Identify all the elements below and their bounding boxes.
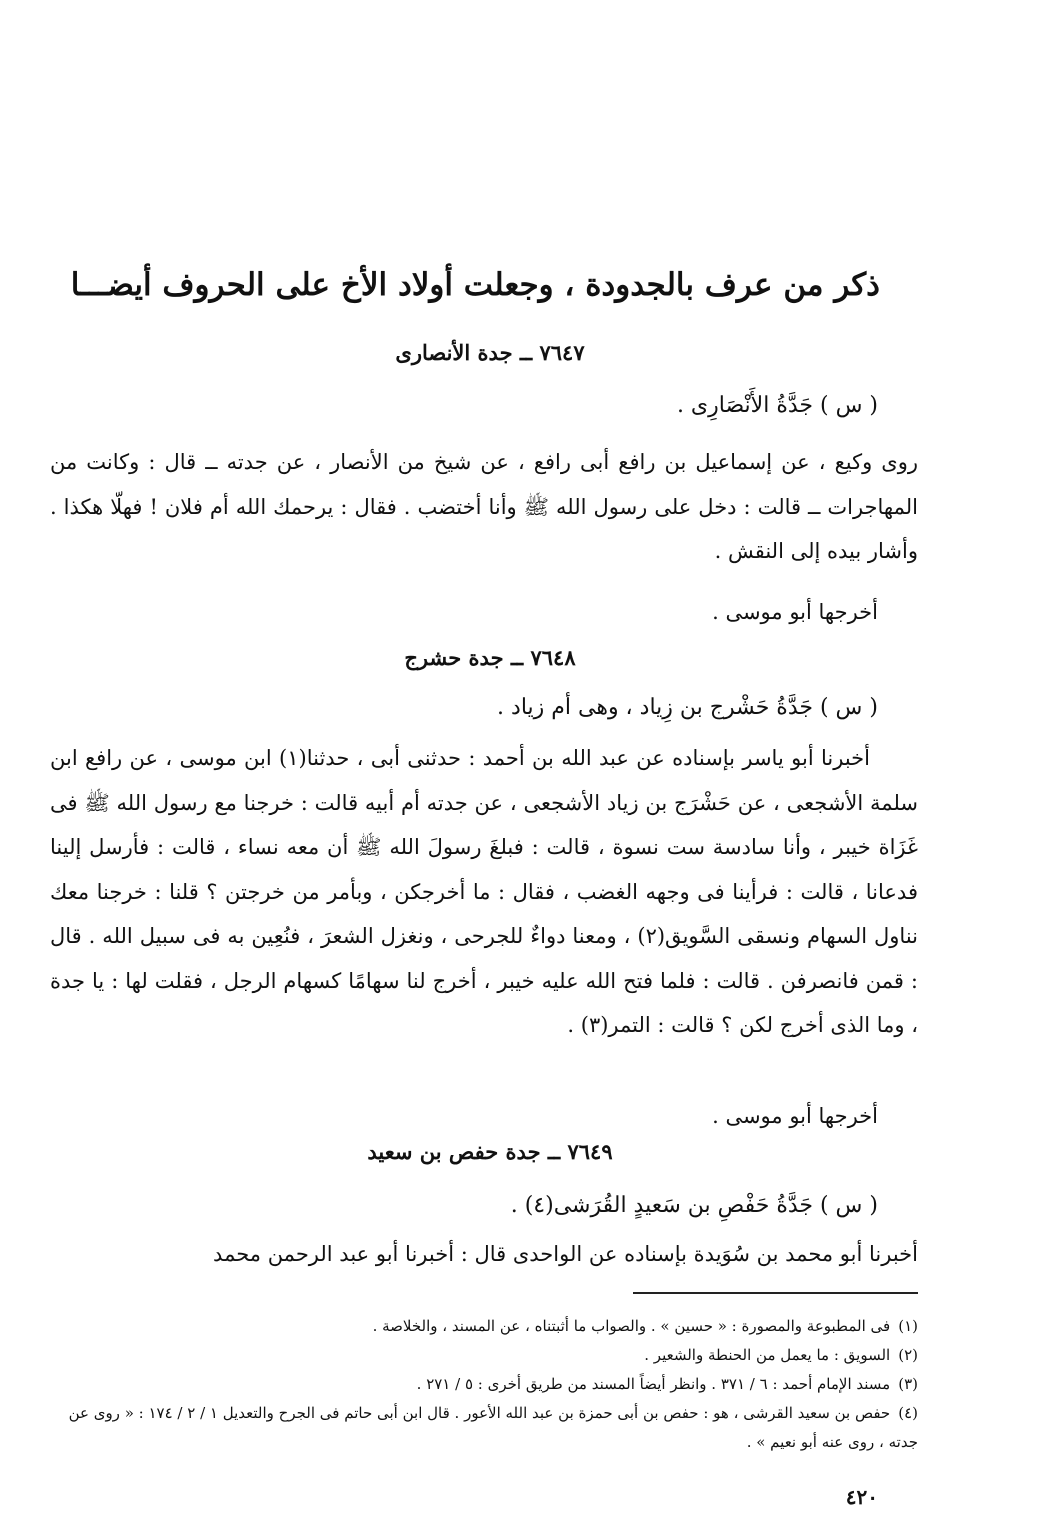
entry-tag: ( س ) جَدَّةُ حَشْرج بن زِياد ، وهى أم زياد . xyxy=(497,695,878,720)
footnote-separator xyxy=(633,1292,918,1294)
footnote-number: (١) xyxy=(898,1317,918,1335)
entry-body: روى وكيع ، عن إسماعيل بن رافع أبى رافع ، عن شيخ من الأنصار ، عن جدته ــ قال : وكانت من المهاجرات ــ قالت : دخل على رسول الله ﷺ وأنا أختضب . فقال : يرحمك الله أم فلان ! فهلّا هكذا . وأشار بيده إلى النقش . xyxy=(50,450,918,563)
page-number: ٤٢٠ xyxy=(845,1485,878,1509)
footnote-number: (٤) xyxy=(898,1404,918,1422)
footnote xyxy=(45,1370,918,1399)
entry-closing: أخرجها أبو موسى . xyxy=(712,600,878,624)
footnote-number: (٢) xyxy=(898,1346,918,1364)
footnote-text: فى المطبوعة والمصورة : « حسين » . والصواب ما أثبتناه ، عن المسند ، والخلاصة . xyxy=(372,1317,891,1335)
footnote-number: (٣) xyxy=(898,1375,918,1393)
entry-heading: ٧٦٤٨ ــ جدة حشرج xyxy=(404,645,576,670)
entry-closing: أخرجها أبو موسى . xyxy=(712,1104,878,1128)
entry-heading: ٧٦٤٩ ــ جدة حفص بن سعيد xyxy=(367,1139,613,1164)
footnote-text: مسند الإمام أحمد : ٦ / ٣٧١ . وانظر أيضاً المسند من طريق أخرى : ٥ / ٢٧١ . xyxy=(416,1375,891,1393)
entry-tag: ( س ) جَدَّةُ حَفْصِ بن سَعيدٍ القُرَشى(٤) . xyxy=(510,1193,878,1218)
entry-heading: ٧٦٤٧ ــ جدة الأنصارى xyxy=(395,340,585,365)
footnote xyxy=(45,1399,918,1457)
chapter-title: ذكر من عرف بالجدودة ، وجعلت أولاد الأخ على الحروف أيضـــا xyxy=(70,267,880,303)
entry-tag: ( س ) جَدَّةُ الأَنْصَارِى . xyxy=(676,393,878,418)
footnote-text: حفص بن سعيد القرشى ، هو : حفص بن أبى حمزة بن عبد الله الأعور . قال ابن أبى حاتم فى الجرح والتعديل ١ / ٢ / ١٧٤ : « روى عن جدته ، روى عنه أبو نعيم » . xyxy=(68,1404,918,1451)
entry-body: أخبرنا أبو محمد بن سُوَيدة بإسناده عن الواحدى قال : أخبرنا أبو عبد الرحمن محمد xyxy=(213,1242,918,1266)
footnote-text: السويق : ما يعمل من الحنطة والشعير . xyxy=(644,1346,891,1364)
footnotes xyxy=(45,1312,918,1457)
entry-body: أخبرنا أبو ياسر بإسناده عن عبد الله بن أحمد : حدثنى أبى ، حدثنا(١) ابن موسى ، عن رافع ابن سلمة الأشجعى ، عن حَشْرَج بن زياد الأشجعى ، عن جدته أم أبيه قالت : خرجنا مع رسول الله ﷺ فى غَزَاة خيبر ، وأنا سادسة ست نسوة ، قالت : فبلغَ رسولَ الله ﷺ أن معه نساء ، قالت : فأرسل إلينا فدعانا ، قالت : فرأينا فى وجهه الغضب ، فقال : ما أخرجكن ، وبأمر من خرجتن ؟ قلنا : خرجنا معك نناول السهام ونسقى السَّويق(٢) ، ومعنا دواءٌ للجرحى ، ونغزل الشعرَ ، فنُعِين به فى سبيل الله . قال : قمن فانصرفن . قالت : فلما فتح الله عليه خيبر ، أخرج لنا سهامًا كسهام الرجل ، فقلت لها : يا جدة ، وما الذى أخرج لكن ؟ قالت : التمر(٣) . xyxy=(50,746,918,1037)
footnote xyxy=(45,1312,918,1341)
footnote xyxy=(45,1341,918,1370)
